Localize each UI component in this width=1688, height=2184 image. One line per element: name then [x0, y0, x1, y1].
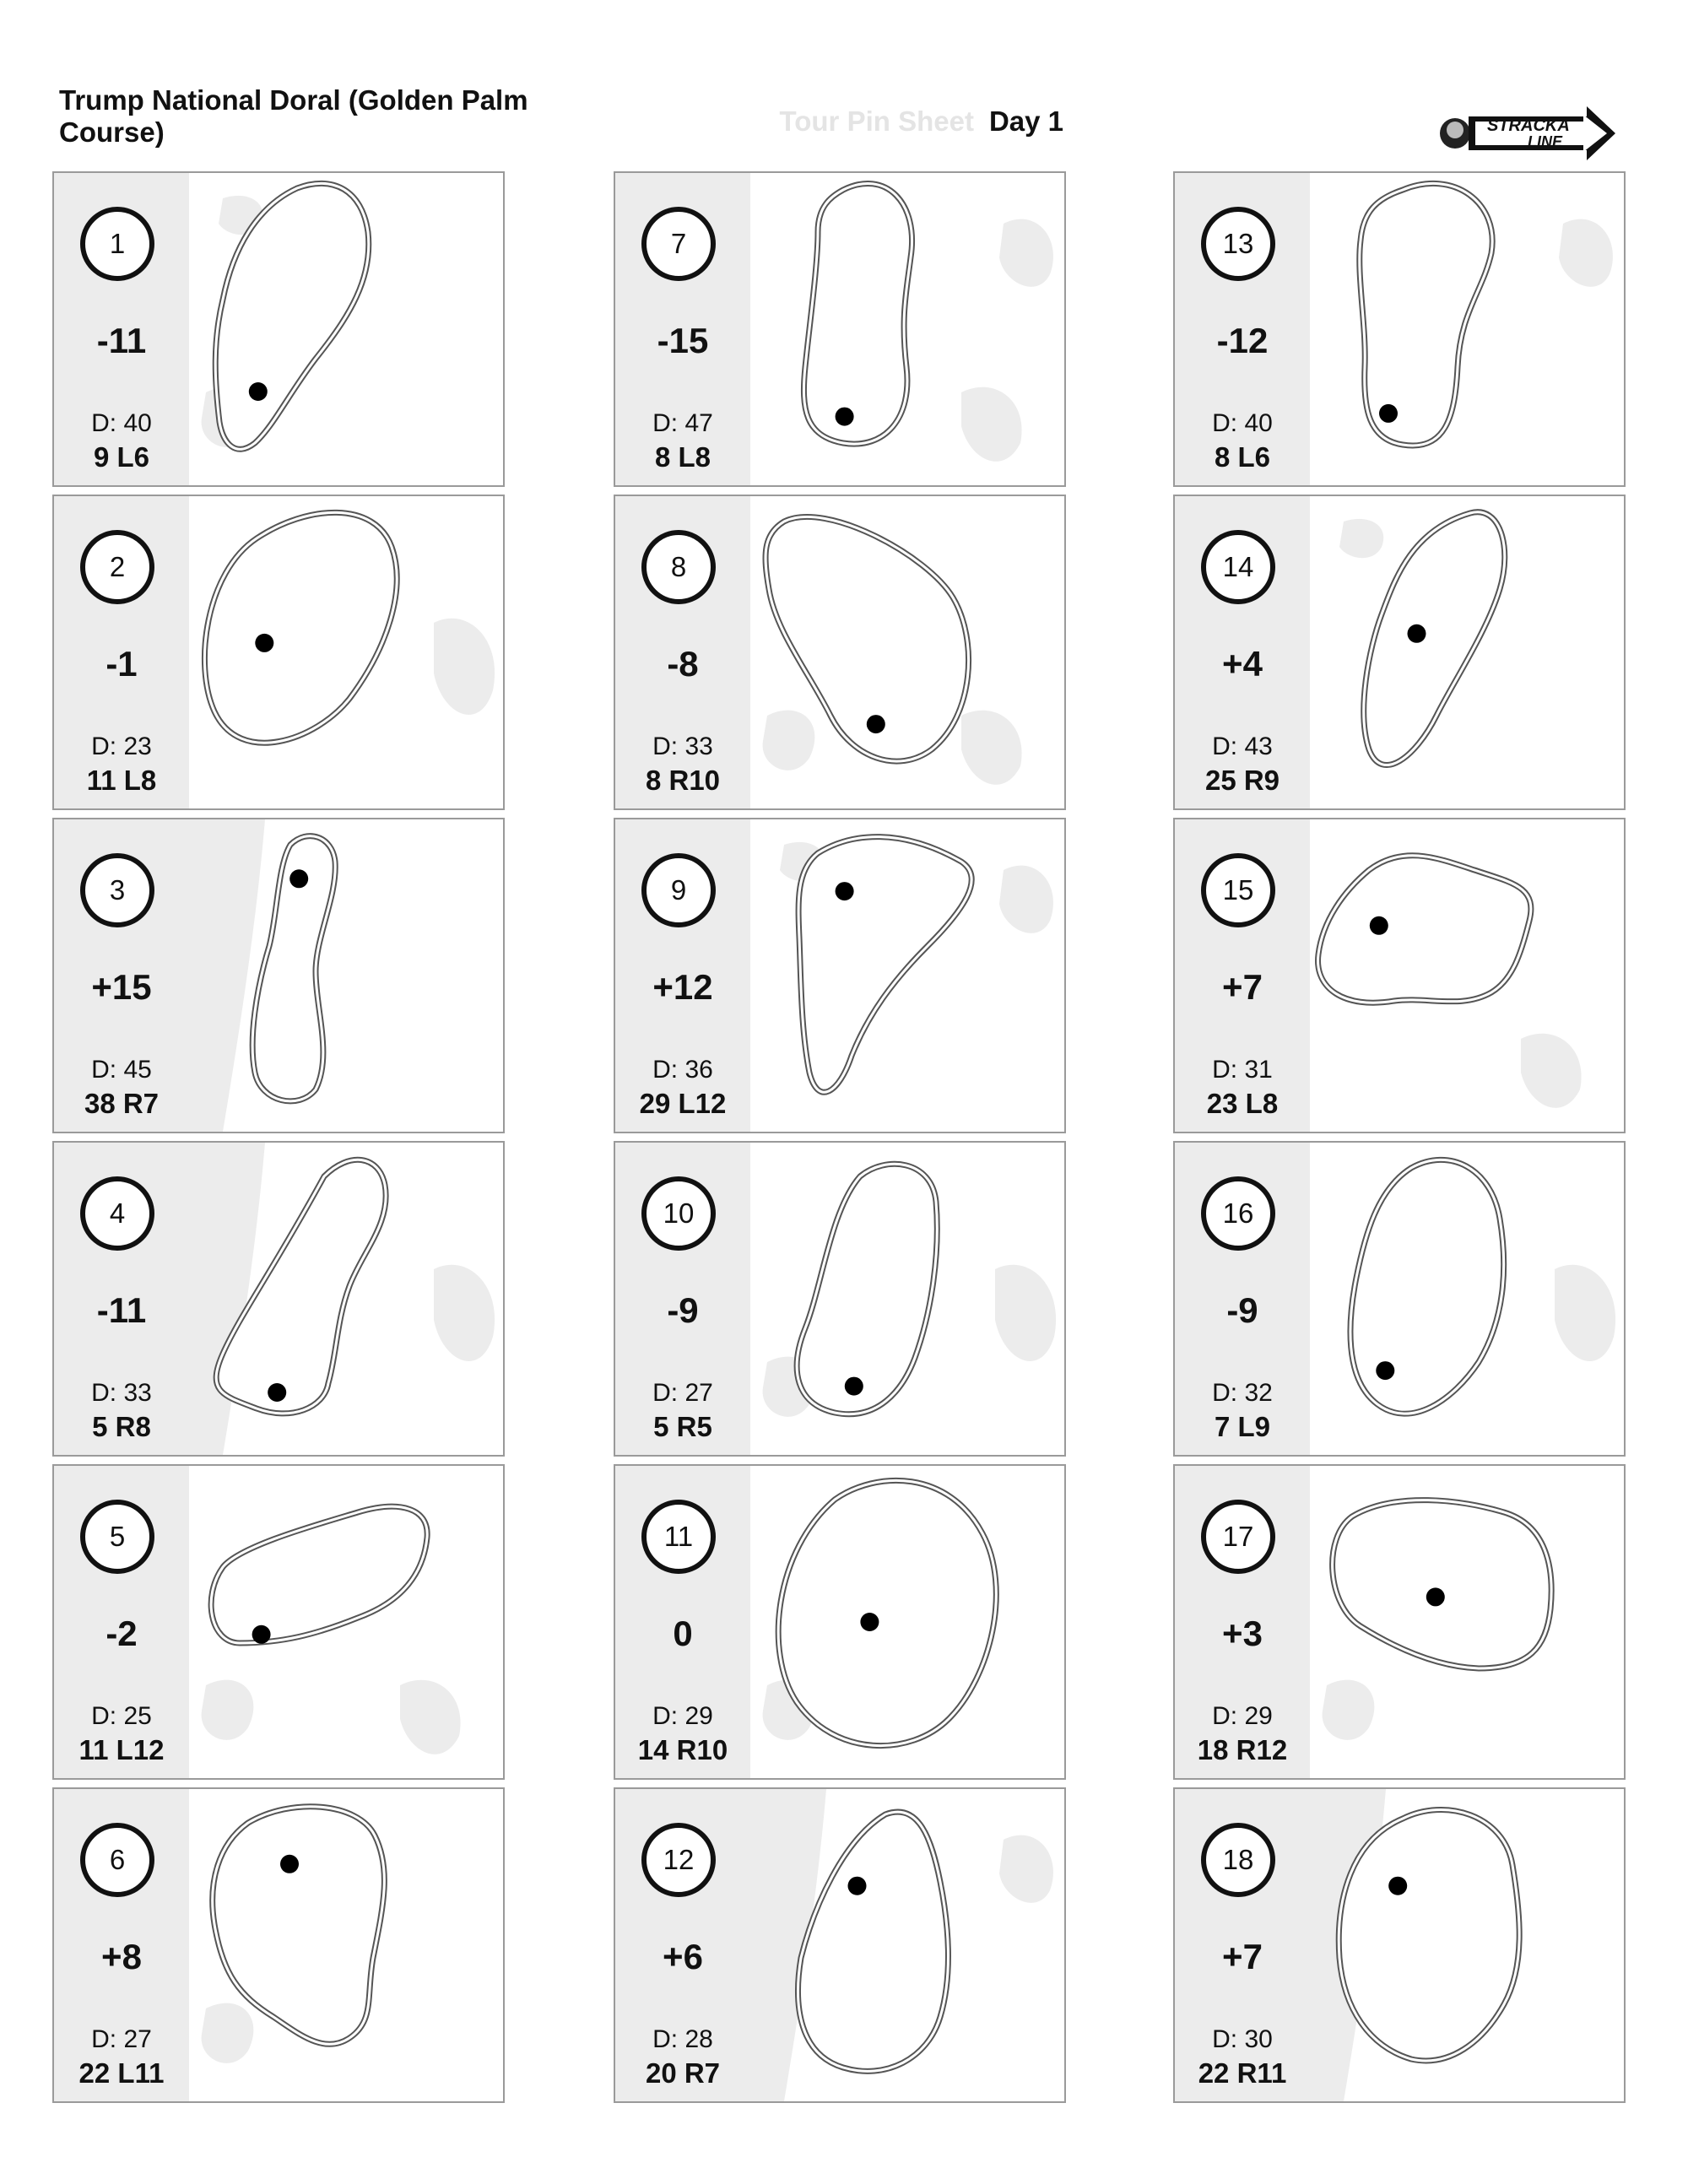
hole-info-panel — [615, 1143, 750, 1455]
hole-number-badge: 16 — [1201, 1176, 1275, 1251]
hole-score: -8 — [667, 644, 699, 684]
hole-card — [614, 818, 1066, 1133]
pin-marker — [1388, 1877, 1407, 1895]
green-outline — [204, 512, 397, 743]
hole-number-badge: 11 — [641, 1500, 716, 1574]
hazard-area — [189, 819, 265, 1132]
hazard-area — [961, 711, 1022, 785]
green-outline — [1360, 183, 1492, 446]
hole-card — [1173, 1787, 1626, 2103]
green-diagram — [189, 496, 503, 808]
green-outline — [778, 1480, 996, 1745]
hole-info-panel — [615, 819, 750, 1132]
green-depth: D: 29 — [652, 1702, 713, 1730]
pin-marker — [860, 1613, 879, 1631]
green-diagram — [189, 1789, 503, 2101]
hole-number-badge: 14 — [1201, 530, 1275, 604]
green-diagram — [189, 173, 503, 485]
hole-card — [614, 1141, 1066, 1457]
pin-marker — [836, 882, 854, 900]
hole-info-panel — [1175, 173, 1310, 485]
hole-info-panel — [1175, 1466, 1310, 1778]
green-outline — [1333, 1500, 1552, 1668]
hazard-area — [999, 219, 1053, 287]
pin-position: 38 R7 — [84, 1088, 160, 1119]
hole-info-panel — [615, 496, 750, 808]
green-depth: D: 27 — [91, 2025, 152, 2053]
hole-info-panel — [615, 173, 750, 485]
green-diagram — [189, 1143, 503, 1455]
pin-marker — [1426, 1587, 1445, 1606]
hole-card — [52, 818, 505, 1133]
day-text: Day 1 — [988, 105, 1063, 137]
pin-marker — [848, 1877, 867, 1895]
green-depth: D: 27 — [652, 1379, 713, 1407]
hole-card — [614, 495, 1066, 810]
hazard-area — [999, 1835, 1053, 1903]
pin-position: 29 L12 — [639, 1088, 727, 1119]
pin-marker — [249, 382, 268, 401]
green-outline — [1364, 512, 1505, 765]
hole-info-panel — [1175, 1789, 1310, 2101]
green-depth: D: 28 — [652, 2025, 713, 2053]
hole-info-panel — [54, 496, 189, 808]
hole-number-badge: 8 — [641, 530, 716, 604]
pin-position: 22 R11 — [1198, 2057, 1287, 2089]
hole-number-badge: 15 — [1201, 853, 1275, 927]
pin-marker — [836, 408, 854, 426]
pin-marker — [1408, 624, 1426, 643]
green-depth: D: 43 — [1212, 733, 1273, 760]
pin-marker — [1379, 404, 1398, 423]
hole-card — [1173, 1141, 1626, 1457]
hole-info-panel — [1175, 1143, 1310, 1455]
hole-score: +4 — [1222, 644, 1263, 684]
hole-score: 0 — [673, 1614, 693, 1653]
hole-score: +12 — [652, 967, 713, 1007]
green-diagram — [750, 496, 1064, 808]
green-depth: D: 25 — [91, 1702, 152, 1730]
green-depth: D: 31 — [1212, 1056, 1273, 1084]
hole-score: +7 — [1222, 967, 1263, 1007]
hazard-area — [1339, 519, 1383, 558]
pin-marker — [1376, 1361, 1394, 1380]
pin-position: 5 R8 — [92, 1411, 151, 1442]
hole-number-badge: 7 — [641, 207, 716, 281]
green-diagram — [750, 1466, 1064, 1778]
hole-number-badge: 17 — [1201, 1500, 1275, 1574]
hole-card — [1173, 1464, 1626, 1780]
hole-info-panel — [54, 1789, 189, 2101]
day-label — [675, 105, 1063, 138]
pin-position: 9 L6 — [93, 441, 150, 473]
green-diagram — [750, 1789, 1064, 2101]
green-diagram — [750, 173, 1064, 485]
pin-position: 5 R5 — [653, 1411, 712, 1442]
green-outline — [211, 1506, 427, 1643]
hole-score: -12 — [1216, 321, 1269, 360]
stracka-line-logo — [1435, 101, 1620, 165]
hole-number-badge: 2 — [80, 530, 154, 604]
green-diagram — [1310, 819, 1624, 1132]
green-diagram — [1310, 496, 1624, 808]
hole-score: -11 — [96, 321, 147, 360]
hole-info-panel — [54, 173, 189, 485]
hazard-area — [999, 866, 1053, 933]
pin-position: 23 L8 — [1206, 1088, 1279, 1119]
pin-position: 8 L8 — [654, 441, 711, 473]
hazard-area — [434, 619, 495, 715]
hole-number-badge: 5 — [80, 1500, 154, 1574]
hazard-area — [202, 2003, 254, 2063]
hazard-area — [1521, 1034, 1582, 1108]
hazard-area — [763, 711, 815, 770]
hazard-area — [202, 1680, 254, 1740]
green-outline — [798, 1812, 949, 2071]
hole-card — [52, 1141, 505, 1457]
pin-position: 11 L8 — [86, 765, 157, 796]
green-depth: D: 32 — [1212, 1379, 1273, 1407]
green-diagram — [1310, 173, 1624, 485]
hole-card — [614, 171, 1066, 487]
green-diagram — [189, 819, 503, 1132]
logo-text-line1: STRACKA — [1487, 116, 1570, 135]
hole-score: -9 — [667, 1290, 699, 1330]
hole-number-badge: 9 — [641, 853, 716, 927]
hole-card — [1173, 818, 1626, 1133]
hole-score: -11 — [96, 1290, 147, 1330]
hole-card — [614, 1464, 1066, 1780]
green-depth: D: 33 — [91, 1379, 152, 1407]
pin-marker — [280, 1855, 299, 1873]
green-diagram — [750, 1143, 1064, 1455]
pin-position: 25 R9 — [1204, 765, 1280, 796]
pin-position: 11 L12 — [78, 1734, 165, 1765]
hole-card — [52, 171, 505, 487]
pin-marker — [1370, 916, 1388, 935]
green-depth: D: 40 — [1212, 409, 1273, 437]
green-outline — [803, 183, 912, 444]
hole-info-panel — [1175, 496, 1310, 808]
green-depth: D: 23 — [91, 733, 152, 760]
hole-card — [1173, 495, 1626, 810]
pin-position: 14 R10 — [637, 1734, 728, 1765]
pin-position: 8 L6 — [1214, 441, 1271, 473]
green-diagram — [1310, 1143, 1624, 1455]
hole-number-badge: 3 — [80, 853, 154, 927]
pin-marker — [252, 1625, 271, 1644]
green-depth: D: 29 — [1212, 1702, 1273, 1730]
pin-marker — [255, 634, 273, 652]
hole-number-badge: 4 — [80, 1176, 154, 1251]
hole-score: +3 — [1222, 1614, 1263, 1653]
hole-score: -9 — [1226, 1290, 1258, 1330]
hazard-area — [1559, 219, 1613, 287]
pin-marker — [867, 715, 885, 733]
course-title: Trump National Doral (Golden Palm Course) — [59, 84, 528, 148]
hole-score: +8 — [101, 1937, 142, 1976]
pin-position: 22 L11 — [78, 2057, 165, 2089]
hazard-area — [434, 1265, 495, 1361]
green-outline — [798, 837, 971, 1093]
pin-marker — [268, 1383, 286, 1402]
hole-number-badge: 13 — [1201, 207, 1275, 281]
hole-score: +6 — [663, 1937, 703, 1976]
hole-info-panel — [54, 819, 189, 1132]
hole-card — [52, 1464, 505, 1780]
hole-number-badge: 18 — [1201, 1823, 1275, 1897]
pin-marker — [289, 869, 308, 888]
green-diagram — [1310, 1466, 1624, 1778]
hazard-area — [995, 1265, 1056, 1361]
pin-position: 18 R12 — [1197, 1734, 1288, 1765]
hazard-area — [1323, 1680, 1375, 1740]
hole-info-panel — [54, 1143, 189, 1455]
hole-number-badge: 12 — [641, 1823, 716, 1897]
pin-position: 8 R10 — [645, 765, 721, 796]
pin-marker — [845, 1377, 863, 1396]
hole-score: +7 — [1222, 1937, 1263, 1976]
hazard-area — [1555, 1265, 1615, 1361]
hole-score: -15 — [657, 321, 709, 360]
hole-score: -1 — [106, 644, 138, 684]
hole-score: +15 — [91, 967, 152, 1007]
logo-text-line2: LINE — [1528, 133, 1563, 150]
green-depth: D: 45 — [91, 1056, 152, 1084]
green-depth: D: 36 — [652, 1056, 713, 1084]
pin-position: 20 R7 — [645, 2057, 721, 2089]
green-depth: D: 47 — [652, 409, 713, 437]
hole-info-panel — [54, 1466, 189, 1778]
hole-card — [52, 1787, 505, 2103]
hazard-area — [961, 387, 1022, 462]
hole-info-panel — [615, 1466, 750, 1778]
hazard-area — [400, 1680, 461, 1754]
hole-card — [52, 495, 505, 810]
hole-card — [614, 1787, 1066, 2103]
green-depth: D: 40 — [91, 409, 152, 437]
hole-number-badge: 10 — [641, 1176, 716, 1251]
hole-number-badge: 1 — [80, 207, 154, 281]
hole-info-panel — [615, 1789, 750, 2101]
hole-number-badge: 6 — [80, 1823, 154, 1897]
green-depth: D: 33 — [652, 733, 713, 760]
pin-position: 7 L9 — [1214, 1411, 1271, 1442]
green-depth: D: 30 — [1212, 2025, 1273, 2053]
hole-card — [1173, 171, 1626, 487]
hole-score: -2 — [106, 1614, 138, 1653]
green-diagram — [1310, 1789, 1624, 2101]
green-diagram — [750, 819, 1064, 1132]
green-diagram — [189, 1466, 503, 1778]
faded-header-text: Tour Pin Sheet — [779, 105, 974, 137]
hole-info-panel — [1175, 819, 1310, 1132]
green-outline — [1350, 1160, 1504, 1414]
